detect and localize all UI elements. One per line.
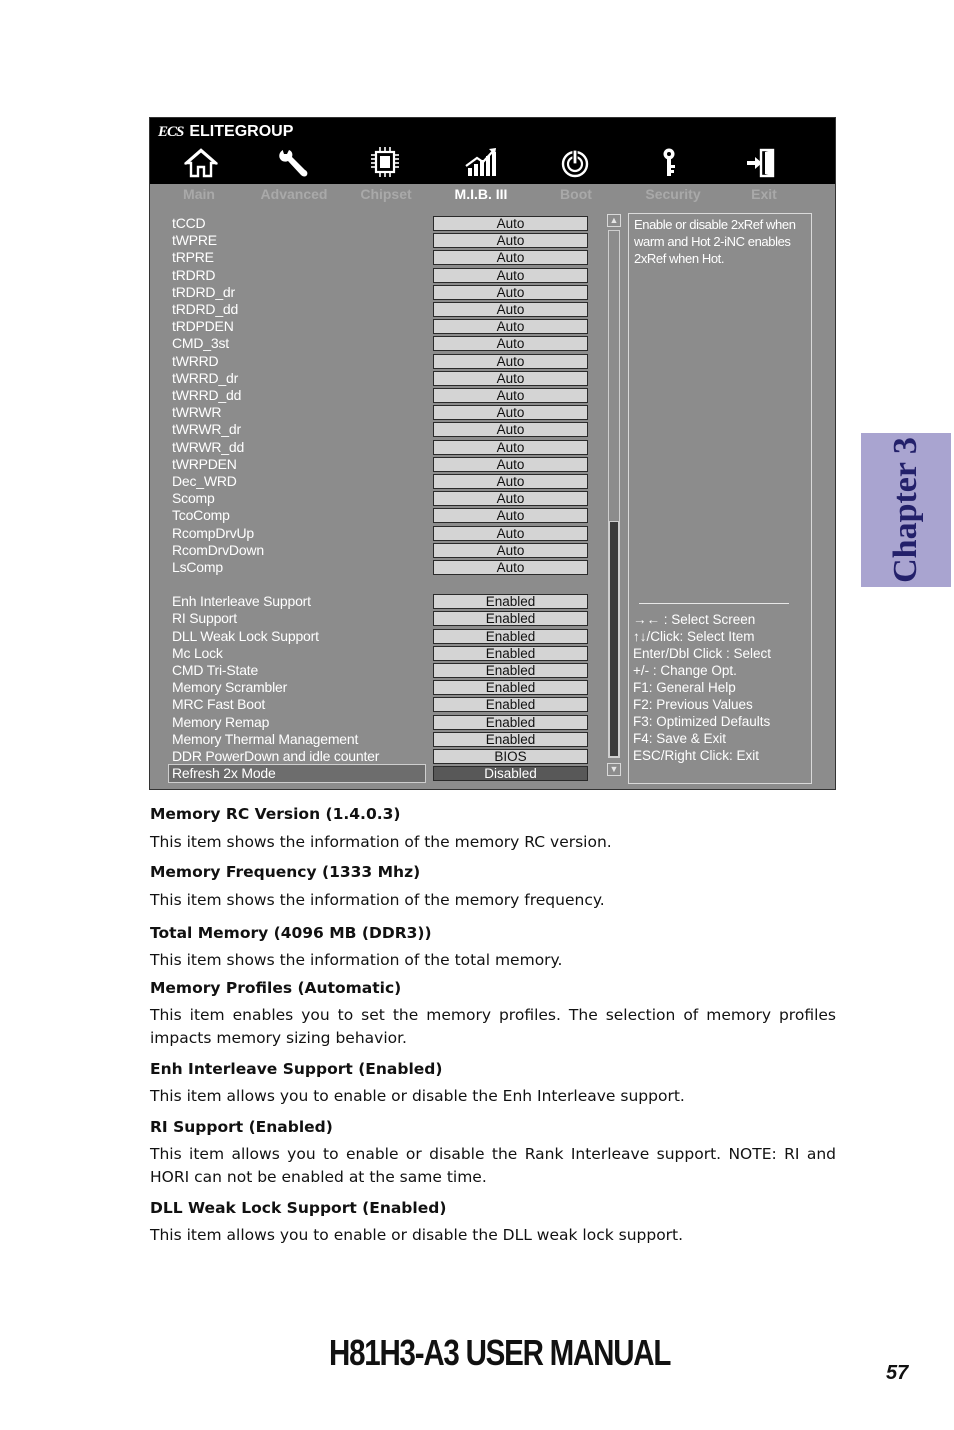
setting-value[interactable]: Auto [433,371,588,386]
setting-label[interactable]: tWRRD_dd [172,387,242,403]
setting-value[interactable]: Auto [433,422,588,437]
setting-value[interactable]: Auto [433,526,588,541]
setting-label[interactable]: tWRWR_dd [172,438,245,455]
tab-main[interactable]: Main [183,186,215,202]
chapter-label: Chapter 3 [887,437,924,583]
setting-value[interactable]: Auto [433,233,588,248]
setting-value[interactable]: Auto [433,319,588,334]
brand-name: ELITEGROUP [189,123,294,140]
tab-security[interactable]: Security [645,186,701,202]
scroll-rail[interactable] [608,230,620,758]
setting-value[interactable]: Auto [433,440,588,455]
setting-label[interactable]: CMD_3st [172,335,229,352]
setting-label[interactable]: tRDPDEN [172,318,234,335]
section-heading: RI Support (Enabled) [150,1118,333,1136]
bios-screenshot [149,117,836,790]
scrollbar[interactable] [607,214,623,776]
setting-value[interactable]: Auto [433,285,588,300]
key-help-item: F4: Save & Exit [633,731,727,746]
setting-label[interactable]: Refresh 2x Mode [172,765,276,782]
setting-label[interactable]: tRPRE [172,249,214,266]
section-text: This item shows the information of the total memory. [150,951,563,969]
section-text: This item shows the information of the memory RC version. [150,833,612,851]
key-help-item: F3: Optimized Defaults [633,714,771,729]
arrow-down-icon[interactable]: ▼ [607,763,621,776]
setting-label[interactable]: DDR PowerDown and idle counter [172,748,380,764]
tab-exit[interactable]: Exit [751,186,777,202]
key-help-item: ESC/Right Click: Exit [633,748,760,763]
key-help-item: F1: General Help [633,680,736,695]
setting-label[interactable]: Memory Remap [172,713,270,730]
section-text: This item shows the information of the memory frequency. [150,891,605,909]
setting-label[interactable]: RcomDrvDown [172,541,264,558]
setting-label[interactable]: Memory Scrambler [172,679,288,696]
tab-chipset[interactable]: Chipset [360,186,412,202]
setting-label[interactable]: RcompDrvUp [172,524,255,541]
key-help-item: Enter/Dbl Click : Select [633,646,772,661]
section-heading: Enh Interleave Support (Enabled) [150,1060,443,1078]
key-help-item: +/- : Change Opt. [633,663,737,678]
setting-value[interactable]: Disabled [433,766,588,781]
setting-value[interactable]: Auto [433,474,588,489]
setting-label[interactable]: tWRRD_dr [172,369,239,386]
setting-value[interactable]: Auto [433,216,588,231]
setting-label[interactable]: tRDRD_dd [172,301,239,317]
setting-value[interactable]: Auto [433,250,588,265]
section-heading: Total Memory (4096 MB (DDR3)) [150,924,432,942]
setting-label[interactable]: Mc Lock [172,644,223,661]
setting-value[interactable]: Auto [433,336,588,351]
setting-value[interactable]: Enabled [433,732,588,747]
arrow-up-icon[interactable]: ▲ [607,214,621,227]
tab-advanced[interactable]: Advanced [260,186,328,202]
section-heading: Memory Profiles (Automatic) [150,979,402,997]
scroll-thumb[interactable] [609,521,619,757]
setting-label[interactable]: LsComp [172,559,223,575]
section-text: This item allows you to enable or disable the DLL weak lock support. [150,1226,684,1244]
setting-value[interactable]: Auto [433,405,588,420]
setting-value[interactable]: Auto [433,388,588,403]
setting-label[interactable]: Scomp [172,490,215,507]
key-help-item: →← : Select Screen [633,612,756,627]
setting-value[interactable]: Enabled [433,715,588,730]
setting-label[interactable]: tRDRD [172,266,216,283]
help-text: Enable or disable 2xRef when warm and Hot 2-iNC enables 2xRef when Hot. [634,217,796,266]
section-text: This item allows you to enable or disable the Enh Interleave support. [150,1087,685,1105]
setting-label[interactable]: CMD Tri-State [172,662,259,678]
setting-label[interactable]: tWRWR [172,404,222,421]
setting-value[interactable]: Auto [433,491,588,506]
setting-label[interactable]: tWRRD [172,352,219,369]
chapter-tab [861,433,951,587]
setting-value[interactable]: Enabled [433,680,588,695]
tab-mib-iii[interactable]: M.I.B. III [454,186,508,202]
section-heading: DLL Weak Lock Support (Enabled) [150,1199,447,1217]
setting-value[interactable]: Enabled [433,629,588,644]
setting-label[interactable]: tRDRD_dr [172,283,235,300]
setting-value[interactable]: Auto [433,302,588,317]
setting-value[interactable]: Enabled [433,646,588,661]
ecs-logo: ECS [158,123,184,140]
section-heading: Memory RC Version (1.4.0.3) [150,805,401,823]
setting-value[interactable]: Auto [433,354,588,369]
setting-value[interactable]: Enabled [433,697,588,712]
key-help-item: ↑↓/Click: Select Item [633,629,755,644]
setting-value[interactable]: Enabled [433,663,588,678]
setting-value[interactable]: Enabled [433,594,588,609]
setting-label[interactable]: Dec_WRD [172,473,237,489]
setting-value[interactable]: Auto [433,457,588,472]
tab-boot[interactable]: Boot [560,186,592,202]
setting-label[interactable]: RI Support [172,610,237,627]
section-heading: Memory Frequency (1333 Mhz) [150,863,421,881]
setting-label[interactable]: tWRWR_dr [172,421,241,438]
setting-label[interactable]: DLL Weak Lock Support [172,627,319,644]
setting-value[interactable]: Auto [433,508,588,523]
key-help-list [633,611,771,764]
key-help-item: F2: Previous Values [633,697,753,712]
setting-value[interactable]: Enabled [433,611,588,626]
setting-value[interactable]: Auto [433,268,588,283]
setting-label[interactable]: TcoComp [172,507,230,524]
help-panel [628,213,812,784]
setting-label[interactable]: tCCD [172,215,206,231]
setting-label[interactable]: Memory Thermal Management [172,730,359,747]
setting-label[interactable]: tWPRE [172,232,217,249]
page-number: 57 [886,1362,909,1384]
help-divider [639,603,789,604]
setting-value[interactable]: Auto [433,543,588,558]
setting-label[interactable]: MRC Fast Boot [172,696,266,713]
section-text: This item enables you to set the memory profiles. The selection of memory profiles impacts memory sizing behavior. [150,1006,836,1047]
manual-title: H81H3-A3 USER MANUAL [329,1332,671,1373]
setting-value[interactable]: BIOS [433,749,588,764]
setting-label[interactable]: tWRPDEN [172,455,237,472]
section-text: This item allows you to enable or disable the Rank Interleave support. NOTE: RI and HORI can not be enabled at the same time. [150,1145,836,1186]
setting-value[interactable]: Auto [433,560,588,575]
setting-label[interactable]: Enh Interleave Support [172,593,311,610]
